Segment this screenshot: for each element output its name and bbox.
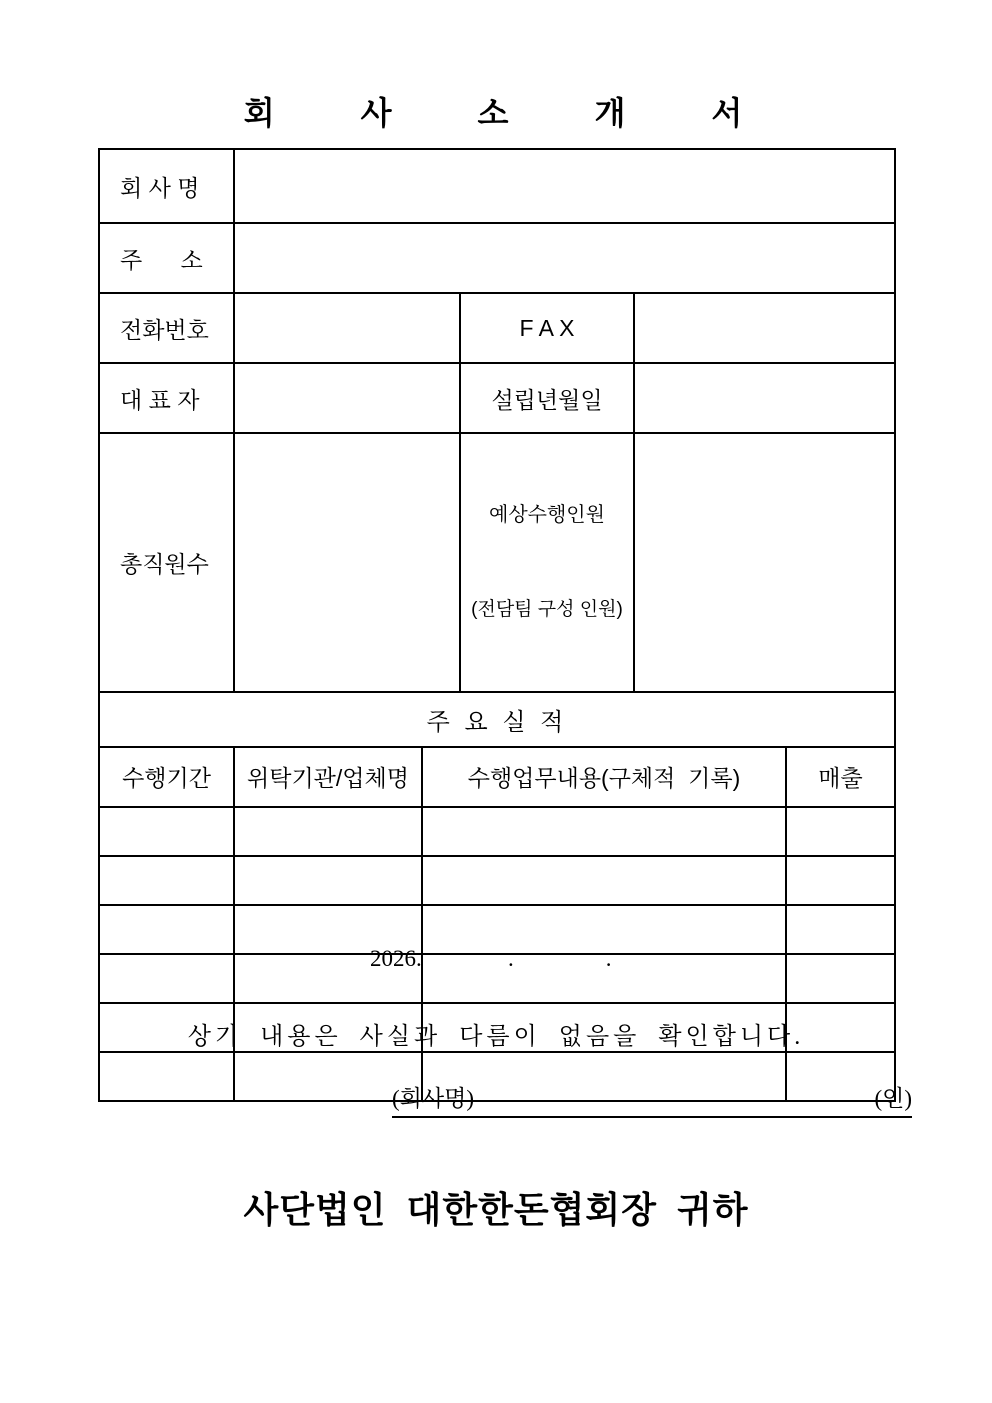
performance-entry-cell[interactable] [99,905,234,954]
performance-entry-cell[interactable] [786,905,895,954]
performance-entry-cell[interactable] [234,856,422,905]
performance-empty-row [99,856,895,905]
page-title: 회 사 소 개 서 [243,95,749,131]
recipient-line: 사단법인 대한한돈협회장 귀하 [243,1190,749,1230]
performance-entry-cell[interactable] [99,954,234,1003]
company-name-value-cell[interactable] [234,149,895,223]
column-header-period: 수행기간 [99,747,234,807]
performance-entry-cell[interactable] [99,856,234,905]
founded-date-label: 설립년월일 [460,363,634,433]
confirmation-text: 상기 내용은 사실과 다름이 없음을 확인합니다. [187,1024,805,1050]
column-header-agency: 위탁기관/업체명 [234,747,422,807]
address-label: 주 소 [99,223,234,293]
ceo-label: 대 표 자 [99,363,234,433]
performance-section-row [99,692,895,747]
performance-entry-cell[interactable] [786,856,895,905]
expected-staff-label-line1: 예상수행인원 [489,503,605,526]
row-phone-fax [99,293,895,363]
performance-entry-cell[interactable] [99,807,234,856]
performance-entry-cell[interactable] [99,1052,234,1101]
phone-value-cell[interactable] [234,293,460,363]
performance-section-title: 주 요 실 적 [99,692,895,747]
row-employees-staff [99,433,895,692]
company-name-label: 회 사 명 [99,149,234,223]
row-company-name [99,149,895,223]
seal-label: (인) [874,1086,912,1111]
founded-date-value-cell[interactable] [634,363,895,433]
phone-label: 전화번호 [99,293,234,363]
total-employees-value-cell[interactable] [234,433,460,692]
date-line[interactable]: 2026. . . [370,946,612,971]
performance-empty-row [99,807,895,856]
fax-value-cell[interactable] [634,293,895,363]
row-address [99,223,895,293]
ceo-value-cell[interactable] [234,363,460,433]
performance-entry-cell[interactable] [234,807,422,856]
signature-line[interactable] [392,1080,912,1118]
column-header-sales: 매출 [786,747,895,807]
fax-label: F A X [460,293,634,363]
row-ceo-founded [99,363,895,433]
expected-staff-value-cell[interactable] [634,433,895,692]
performance-entry-cell[interactable] [422,856,786,905]
column-header-work-detail: 수행업무내용(구체적 기록) [422,747,786,807]
performance-header-row [99,747,895,807]
address-value-cell[interactable] [234,223,895,293]
performance-entry-cell[interactable] [786,954,895,1003]
info-table [98,148,896,693]
expected-staff-label-line2: (전담팀 구성 인원) [471,599,623,621]
expected-staff-label [460,433,634,692]
performance-entry-cell[interactable] [422,807,786,856]
signature-company-name-label: (회사명) [392,1086,474,1111]
total-employees-label: 총직원수 [99,433,234,692]
performance-entry-cell[interactable] [786,807,895,856]
